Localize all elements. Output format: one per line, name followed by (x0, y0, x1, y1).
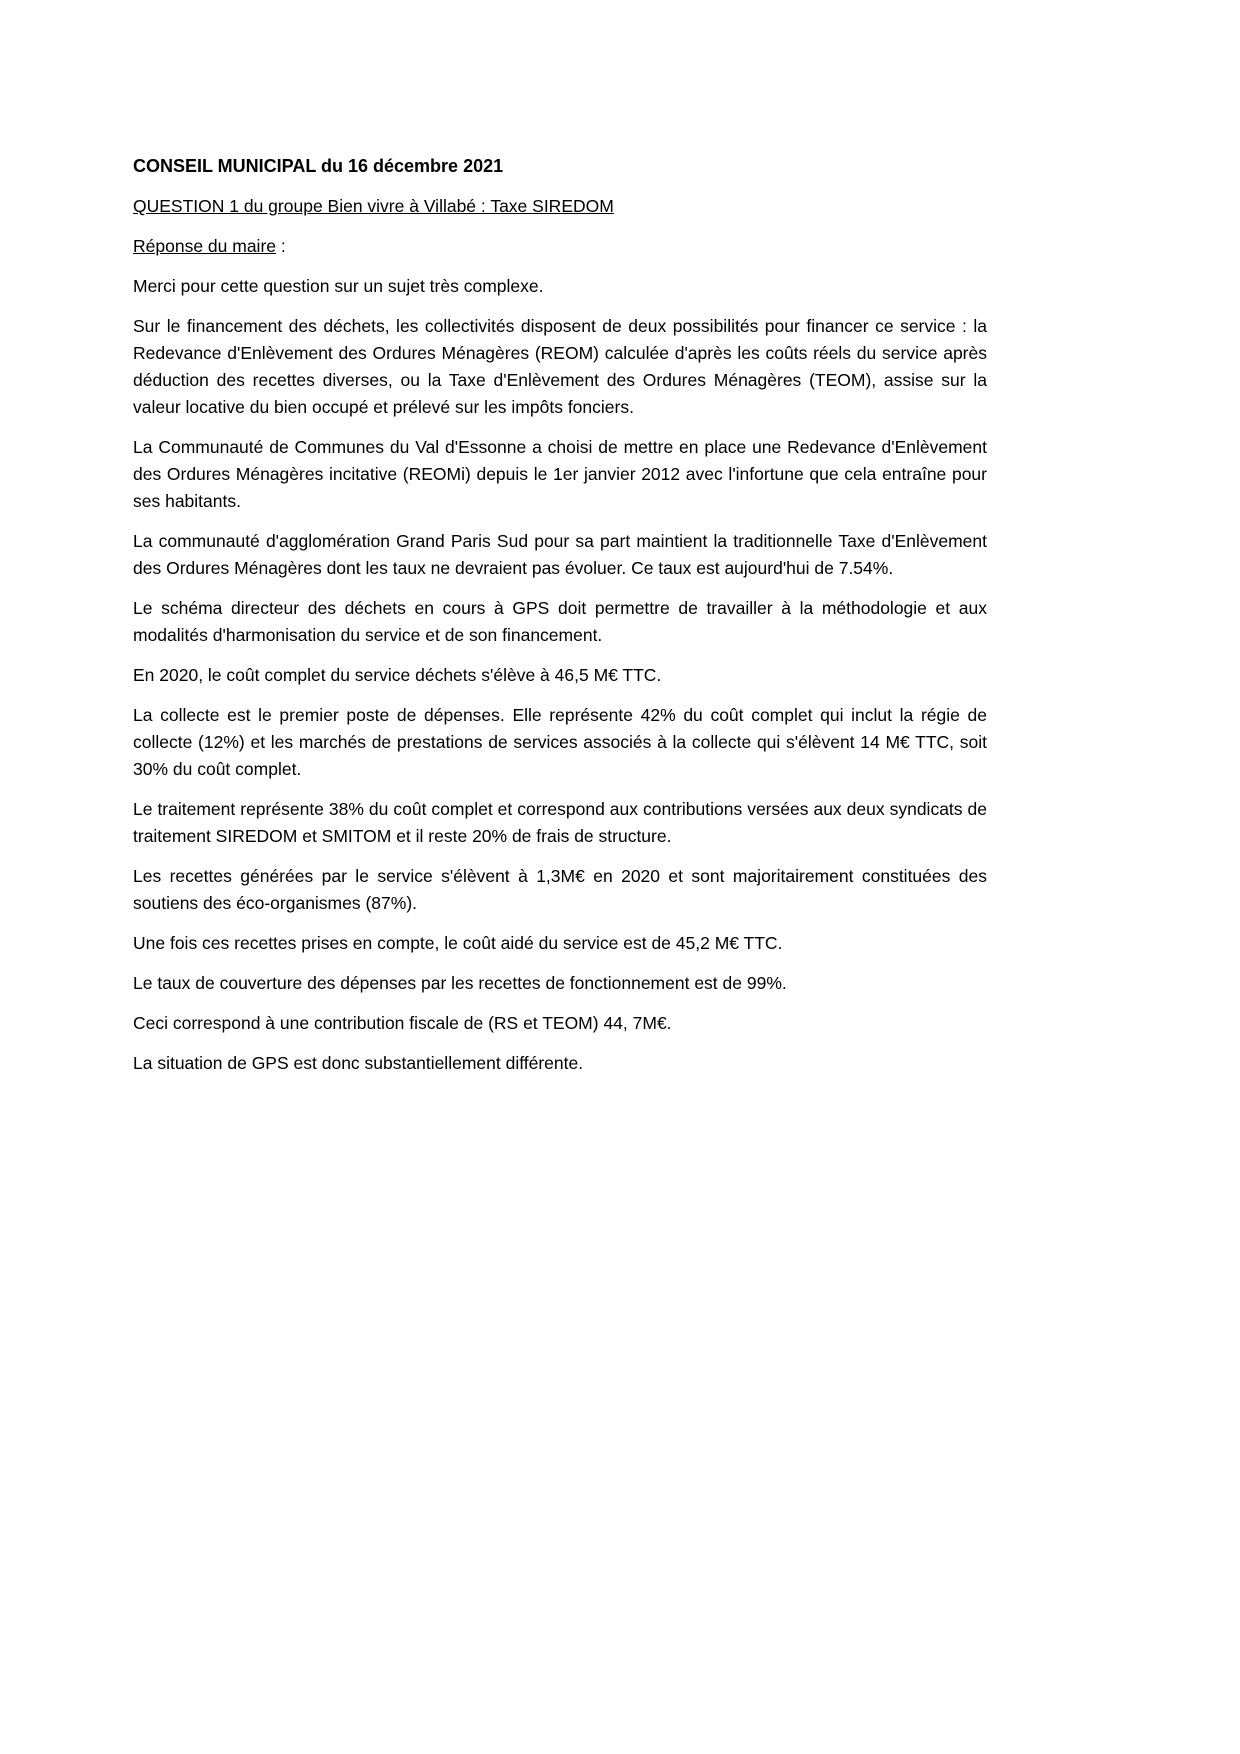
paragraph: Merci pour cette question sur un sujet très complexe. (133, 276, 544, 296)
paragraph: Le taux de couverture des dépenses par les recettes de fonctionnement est de 99%. (133, 973, 787, 993)
paragraph: Une fois ces recettes prises en compte, le coût aidé du service est de 45,2 M€ TTC. (133, 933, 783, 953)
paragraph: Le traitement représente 38% du coût complet et correspond aux contributions versées aux deux syndicats de traitement SIREDOM et SMITOM et il reste 20% de frais de structure. (133, 799, 987, 846)
paragraph: Ceci correspond à une contribution fiscale de (RS et TEOM) 44, 7M€. (133, 1013, 672, 1033)
response-label: Réponse du maire (133, 236, 276, 256)
document-title: CONSEIL MUNICIPAL du 16 décembre 2021 (133, 156, 504, 176)
paragraph: La collecte est le premier poste de dépenses. Elle représente 42% du coût complet qui inclut la régie de collecte (12%) et les marchés de prestations de services associés à la collecte qui s'élèvent 14 M€ TTC, soit 30% du coût complet. (133, 705, 987, 779)
paragraph: En 2020, le coût complet du service déchets s'élève à 46,5 M€ TTC. (133, 665, 662, 685)
paragraph: Sur le financement des déchets, les collectivités disposent de deux possibilités pour financer ce service : la Redevance d'Enlèvement des Ordures Ménagères (REOM) calculée d'après les coûts réels du service après déduction des recettes diverses, ou la Taxe d'Enlèvement des Ordures Ménagères (TEOM), assise sur la valeur locative du bien occupé et prélevé sur les impôts fonciers. (133, 316, 987, 417)
paragraph: La Communauté de Communes du Val d'Essonne a choisi de mettre en place une Redevance d'Enlèvement des Ordures Ménagères incitative (REOMi) depuis le 1er janvier 2012 avec l'infortune que cela entraîne pour ses habitants. (133, 437, 987, 511)
paragraph: Les recettes générées par le service s'élèvent à 1,3M€ en 2020 et sont majoritairement constituées des soutiens des éco-organismes (87%). (133, 866, 987, 913)
paragraph: La communauté d'agglomération Grand Paris Sud pour sa part maintient la traditionnelle Taxe d'Enlèvement des Ordures Ménagères dont les taux ne devraient pas évoluer. Ce taux est aujourd'hui de 7.54%. (133, 531, 987, 578)
response-colon: : (276, 236, 286, 256)
response-heading (133, 233, 987, 260)
paragraph: La situation de GPS est donc substantiellement différente. (133, 1053, 584, 1073)
paragraph: Le schéma directeur des déchets en cours à GPS doit permettre de travailler à la méthodologie et aux modalités d'harmonisation du service et de son financement. (133, 598, 987, 645)
question-heading: QUESTION 1 du groupe Bien vivre à Villabé : Taxe SIREDOM (133, 196, 614, 216)
